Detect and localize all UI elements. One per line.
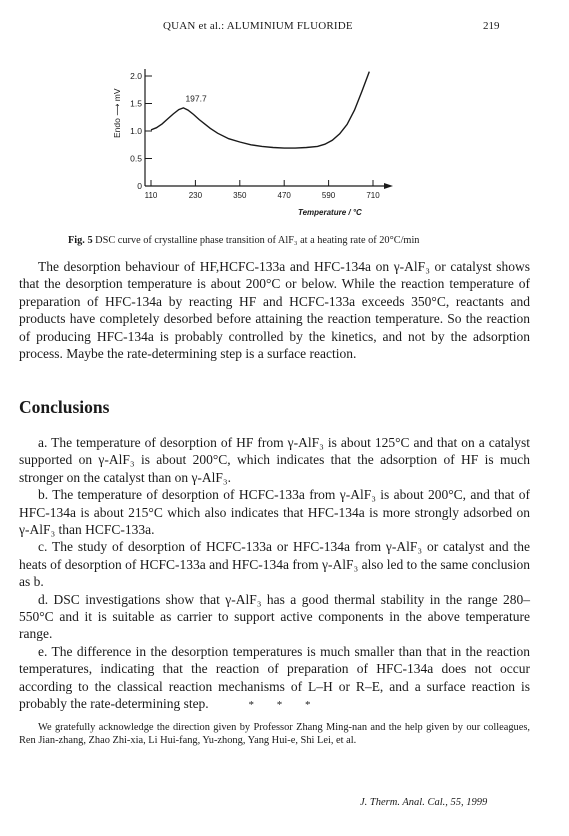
conclusion-item: a. The temperature of desorption of HF from γ-AlF₃ is about 125°C and that on a catalyst supported on γ-AlF₃ is about 200°C, which indicates that the adsorption of HF is much stronger on the catalyst than on γ-AlF₃. bbox=[19, 435, 530, 485]
y-tick-label: 0.5 bbox=[130, 153, 142, 164]
peak-annotation: 197.7 bbox=[185, 93, 207, 104]
x-tick-label: 470 bbox=[277, 191, 291, 200]
x-axis-label: Temperature / °C bbox=[298, 208, 362, 217]
x-tick-label: 230 bbox=[188, 191, 203, 200]
discussion-paragraph: The desorption behaviour of HF,HCFC-133a and HFC-134a on γ-AlF₃ or catalyst shows that the desorption temperature is about 200°C or below. While the reaction temperature of preparation of HFC-134a by reacting HF and HCFC-133a exceeds 350°C, reactants and products have completely desorbed before attaining the reaction temperature. So the reaction of producing HFC-134a is probably controlled by the kinetics, and not by the adsorption process. Maybe the rate-determining step is a surface reaction. bbox=[19, 259, 530, 362]
figure-label: Fig. 5 bbox=[68, 235, 93, 246]
x-tick-label: 350 bbox=[233, 191, 247, 200]
conclusion-item: c. The study of desorption of HCFC-133a or HFC-134a from γ-AlF₃ or catalyst and the heats of desorption of HCFC-133a and HFC-134a from γ-AlF₃ also led to the same conclusion as b. bbox=[19, 539, 530, 590]
y-tick-label: 1.0 bbox=[130, 126, 142, 136]
caption-text: DSC curve of crystalline phase transition of AlF₃ at a heating rate of 20°C/min bbox=[92, 235, 420, 246]
x-axis-arrow bbox=[384, 183, 393, 189]
conclusion-item: b. The temperature of desorption of HCFC-133a from γ-AlF₃ is about 200°C, and that of HFC-134a is about 215°C which also indicates that HFC-134a is more strongly adsorbed on γ-AlF₃ than HCFC-133a. bbox=[19, 487, 530, 538]
figure-caption bbox=[68, 234, 528, 247]
x-ticks bbox=[145, 180, 381, 200]
y-tick-label: 1.5 bbox=[130, 98, 142, 109]
conclusions-heading: Conclusions bbox=[19, 397, 110, 417]
y-axis-label: Endo ⟶ mV bbox=[112, 88, 122, 138]
acknowledgement: We gratefully acknowledge the direction given by Professor Zhang Ming-nan and the help given by our colleagues, Ren Jian-zhang, Zhao Zhi-xia, Li Hui-fang, Yu-zhong, Yang Hui-e, Shi Lei, et al. bbox=[19, 722, 530, 747]
conclusions-list bbox=[19, 434, 530, 713]
running-title: QUAN et al.: ALUMINIUM FLUORIDE bbox=[163, 20, 353, 32]
x-tick-label: 110 bbox=[144, 191, 158, 200]
journal-footer: J. Therm. Anal. Cal., 55, 1999 bbox=[360, 797, 488, 808]
x-tick-label: 590 bbox=[321, 191, 336, 200]
x-tick-label: 710 bbox=[366, 191, 380, 200]
conclusion-item: d. DSC investigations show that γ-AlF₃ has a good thermal stability in the range 280–550°C and it is suitable as carrier to support active components in the above temperature range. bbox=[19, 591, 530, 642]
page-number: 219 bbox=[483, 20, 500, 32]
y-tick-label: 2.0 bbox=[130, 71, 142, 81]
section-separator: * * * bbox=[248, 699, 321, 711]
chart-axes bbox=[145, 69, 393, 189]
running-header bbox=[0, 20, 569, 36]
y-tick-label: 0 bbox=[137, 181, 142, 191]
y-ticks bbox=[130, 71, 152, 191]
conclusion-item: e. The difference in the desorption temperatures is much smaller than that in the reaction temperatures, indicating that the reaction of preparation of HFC-134a does not occur according to the classical reaction mechanisms of L–H or R–E, and a surface reaction is probably the rate-determining step. bbox=[19, 643, 530, 712]
dsc-chart bbox=[96, 56, 416, 221]
dsc-curve bbox=[151, 72, 369, 149]
